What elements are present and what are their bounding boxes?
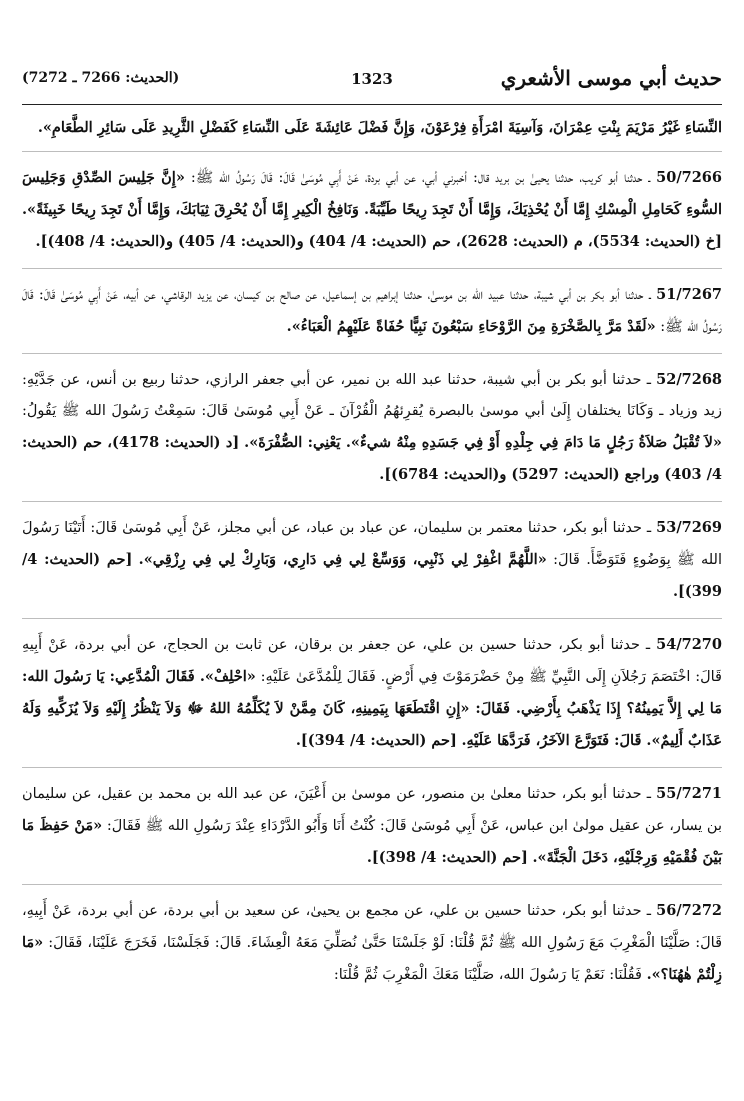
hadith-references: [حم (الحديث: 4/ 399)].: [22, 551, 722, 600]
hadith-isnad: ـ حدثنا أبو بكر، حدثنا معتمر بن سليمان، عن عباد بن عباد، عن أبي مجلز، عَنْ أَبِي مُوسَىٰ قَالَ: أَتَيْنَا رَسُولَ الله ﷺ بِوَضُوءٍ فَتَوَضَّأَ. قَالَ:: [22, 520, 722, 568]
continuation-text: النِّسَاءِ غَيْرُ مَرْيَمَ بِنْتِ عِمْرَانَ، وَآسِيَةَ امْرَأَةِ فِرْعَوْنَ، وَإِنَّ فَضْلَ عَائِشَةَ عَلَى النِّسَاءِ كَفَضْلِ الثَّرِيدِ عَلَى سَائِرِ الطَّعَامِ».: [37, 119, 722, 136]
header-divider: [22, 104, 722, 105]
hadith-isnad: ـ حدثنا أبو بكر، حدثنا معلىٰ بن منصور، عن موسىٰ بن أَعْيَنَ، عن عبد الله بن محمد بن عقيل، عن سليمان بن يسار، عن عقيل مولىٰ ابن عباس، عَنْ أَبِي مُوسَىٰ قَالَ: كُنْتُ أَنَا وَأَبُو الدَّرْدَاءِ عِنْدَ رَسُولِ الله ﷺ فَقَالَ:: [22, 786, 722, 834]
hadith-references: [حم (الحديث: 4/ 398)].: [366, 849, 528, 866]
hadith-matn: «مَنْ حَفِظَ مَا بَيْنَ فُقْمَيْهِ وَرِجْلَيْهِ، دَخَلَ الْجَنَّةَ».: [22, 817, 722, 866]
hadith-references: [د (الحديث: 4178)، حم (الحديث: 4/ 403) وراجع (الحديث: 5297) و(الحديث: 6784)].: [22, 434, 722, 483]
page-body: [22, 112, 722, 1001]
hadith-isnad: ـ حدثنا أبو بكر بن أبي شيبة، حدثنا عبد الله بن نمير، عن أبي جعفر الرازي، حدثنا ربيع بن أنس، عن جَدَّيْهِ: زيد وزياد ـ وَكَانَا يختلفان إِلَىٰ أبي موسىٰ بالبصرة يُقرِئهُمُ الْقُرْآنَ ـ عَنْ أَبِي مُوسَىٰ قَالَ: سَمِعْتُ رَسُولَ الله ﷺ يَقُولُ:: [22, 372, 722, 419]
hadith-number: 53/7269: [656, 519, 722, 536]
hadith-matn: «لَقَدْ مَرَّ بِالصَّخْرَةِ مِنَ الرَّوْحَاءِ سَبْعُونَ نَبِيًّا حُفَاةً عَلَيْهِمُ الْعَبَاءُ».: [286, 318, 656, 335]
hadith-matn: «احْلِفْ». فَقَالَ الْمُدَّعِي: يَا رَسُولَ الله: مَا لِي إِلاَّ يَمِينُهُ؟ إِذَا يَذْهَبُ بِأَرْضِي. فَقَالَ: «إِنِ اقْتَطَعَهَا بِيَمِينِهِ، كَانَ مِمَّنْ لاَ يُكَلِّمُهُ اللهُ ﷻ وَلاَ يَنْظُرُ إِلَيْهِ وَلاَ يُزَكِّيهِ وَلَهُ عَذَابٌ أَلِيمٌ». قَالَ: فَتَوَرَّعَ الآخَرُ، فَرَدَّهَا عَلَيْهِ.: [22, 668, 722, 749]
hadith-matn: «مَا زِلْتُمْ هٰهُنَا؟».: [22, 934, 722, 983]
hadith-7271: [22, 767, 722, 874]
hadith-isnad: ـ حدثنا أبو بكر، حدثنا حسين بن علي، عن مجمع بن يحيىٰ، عن سعيد بن أبي بردة، عن أبي بردة، عَنْ أَبِيهِ، قَالَ: صَلَّيْنَا الْمَغْرِبَ مَعَ رَسُولِ الله ﷺ ثُمَّ قُلْنَا: لَوْ جَلَسْنَا حَتَّىٰ نُصَلِّيَ مَعَهُ الْعِشَاءَ. قَالَ: فَجَلَسْنَا، فَخَرَجَ عَلَيْنَا، فَقَالَ:: [22, 903, 722, 951]
hadith-range: (الحديث: 7266 ـ 7272): [22, 70, 180, 86]
hadith-isnad: ـ حدثنا أبو بكر، حدثنا حسين بن علي، عن جعفر بن برقان، عن ثابت بن الحجاج، عن أبي بردة، عَنْ أَبِيهِ قَالَ: اخْتَصَمَ رَجُلاَنِ إِلَى النَّبِيِّ ﷺ مِنْ حَضْرَمَوْتَ فِي أَرْضٍ. فَقَالَ لِلْمُدَّعَىٰ عَلَيْهِ:: [22, 637, 722, 685]
hadith-7272: [22, 884, 722, 991]
hadith-isnad: ـ حدثنا أبو كريب، حدثنا يحيىٰ بن بريد قال: أخبرني أبي، عن أبي بردة، عَنْ أَبِي مُوسَىٰ قَالَ: قَالَ رَسُولُ الله ﷺ:: [190, 170, 651, 186]
hadith-number: 51/7267: [656, 286, 723, 303]
hadith-number: 50/7266: [656, 169, 722, 186]
hadith-matn: «لاَ تُقْبَلُ صَلاَةُ رَجُلٍ مَا دَامَ فِي جِلْدِهِ أَوْ فِي جَسَدِهِ مِنْهُ شيءٌ». يَعْنِي: الصُّفْرَةَ».: [244, 434, 722, 451]
page-number: 1323: [351, 70, 393, 88]
hadith-isnad: ـ حدثنا أبو بكر بن أبي شيبة، حدثنا عبيد الله بن موسىٰ، حدثنا إبراهيم بن إسماعيل، عن صالح بن كيسان، عن يزيد الرقاشي، عن أبيه، عَنْ أَبِي مُوسَىٰ قَالَ: قَالَ رَسُولُ الله ﷺ:: [22, 287, 722, 335]
hadith-7266: [22, 151, 722, 258]
hadith-number: 56/7272: [656, 902, 723, 919]
hadith-7269: [22, 501, 722, 608]
hadith-continuation: فَقُلْنَا: نَعَمْ يَا رَسُولَ الله، صَلَّيْنَا مَعَكَ الْمَغْرِبَ ثُمَّ قُلْنَا:: [333, 967, 642, 983]
hadith-number: 52/7268: [656, 371, 723, 388]
hadith-7268: [22, 353, 722, 491]
hadith-number: 54/7270: [656, 636, 722, 653]
hadith-matn: «اللَّهُمَّ اغْفِرْ لِي ذَنْبِي، وَوَسِّعْ لِي فِي دَارِي، وَبَارِكْ لِي فِي رِزْقِي».: [138, 551, 547, 568]
running-header: [22, 66, 722, 100]
hadith-references: [حم (الحديث: 4/ 394)].: [295, 732, 457, 749]
hadith-matn: «إِنَّ جَلِيسَ الصِّدْقِ وَجَلِيسَ السُّوءِ كَحَامِلِ الْمِسْكِ إِمَّا أَنْ يُحْذِيَكَ، وَإِمَّا أَنْ تَجِدَ رِيحًا طَيِّبَةً. وَنَافِخُ الْكِيرِ إِمَّا أَنْ يُحْرِقَ ثِيَابَكَ، وَإِمَّا أَنْ تَجِدَ رِيحًا خَبِيثَةً».: [22, 169, 722, 218]
hadith-number: 55/7271: [656, 785, 723, 802]
hadith-references: [خ (الحديث: 5534)، م (الحديث: 2628)، حم (الحديث: 4/ 404) و(الحديث: 4/ 405) و(الحديث: 4/ 408)].: [35, 233, 722, 250]
chapter-title: حديث أبي موسى الأشعري: [500, 66, 722, 90]
hadith-7267: [22, 268, 722, 343]
hadith-7270: [22, 618, 722, 757]
